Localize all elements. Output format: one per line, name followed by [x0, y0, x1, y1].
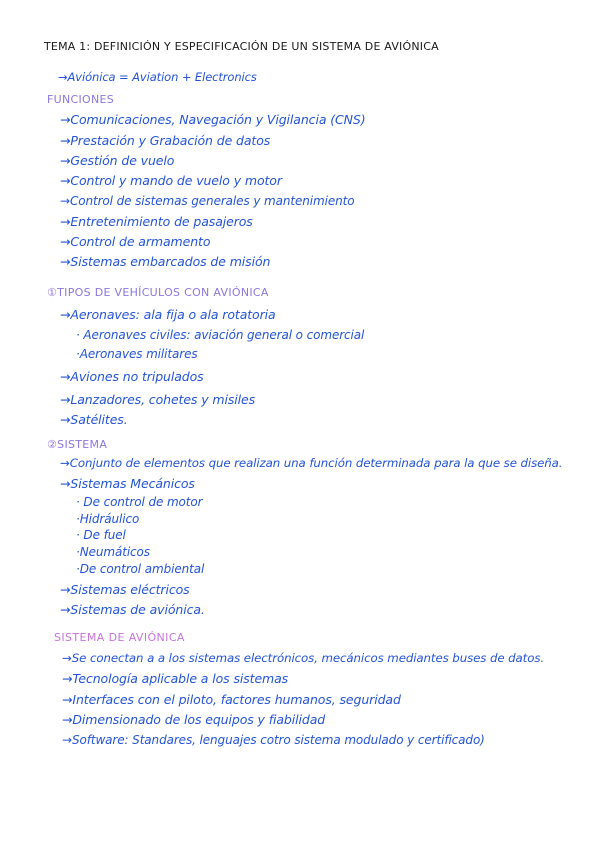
- list-item: →Entretenimiento de pasajeros: [60, 214, 253, 229]
- list-item: →Control de armamento: [60, 234, 211, 249]
- avionica-heading: SISTEMA DE AVIÓNICA: [54, 631, 185, 644]
- list-item: ·Neumáticos: [76, 545, 150, 559]
- list-item: →Control de sistemas generales y mantenimiento: [60, 194, 355, 208]
- list-item: →Interfaces con el piloto, factores humanos, seguridad: [62, 692, 401, 707]
- list-item: →Lanzadores, cohetes y misiles: [60, 392, 256, 407]
- list-item: →Dimensionado de los equipos y fiabilidad: [62, 712, 326, 727]
- list-item: →Sistemas de aviónica.: [60, 602, 205, 617]
- sistema-heading: ②SISTEMA: [47, 438, 108, 451]
- list-item: →Sistemas Mecánicos: [60, 476, 195, 491]
- list-item: →Sistemas eléctricos: [60, 582, 190, 597]
- list-item: ·De control ambiental: [76, 562, 205, 576]
- funciones-heading: FUNCIONES: [47, 93, 115, 106]
- list-item: ·Aeronaves militares: [76, 347, 198, 361]
- page-title: TEMA 1: DEFINICIÓN Y ESPECIFICACIÓN DE UN SISTEMA DE AVIÓNICA: [44, 40, 439, 53]
- list-item: →Aeronaves: ala fija o ala rotatoria: [60, 307, 276, 322]
- list-item: →Software: Standares, lenguajes cotro sistema modulado y certificado): [62, 733, 485, 747]
- list-item: →Gestión de vuelo: [60, 153, 175, 168]
- list-item: · De fuel: [76, 528, 126, 542]
- list-item: →Control y mando de vuelo y motor: [60, 173, 282, 188]
- list-item: →Prestación y Grabación de datos: [60, 133, 271, 148]
- list-item: →Tecnología aplicable a los sistemas: [62, 671, 289, 686]
- list-item: · De control de motor: [76, 495, 203, 509]
- list-item: · Aeronaves civiles: aviación general o comercial: [76, 328, 365, 342]
- intro-definition: →Aviónica = Aviation + Electronics: [58, 70, 257, 84]
- list-item: →Aviones no tripulados: [60, 369, 204, 384]
- list-item: →Conjunto de elementos que realizan una función determinada para la que se diseña.: [60, 456, 563, 470]
- list-item: →Se conectan a a los sistemas electrónicos, mecánicos mediantes buses de datos.: [62, 651, 545, 665]
- list-item: →Comunicaciones, Navegación y Vigilancia (CNS): [60, 112, 366, 127]
- list-item: →Sistemas embarcados de misión: [60, 254, 271, 269]
- list-item: ·Hidráulico: [76, 512, 140, 526]
- tipos-heading: ①TIPOS DE VEHÍCULOS CON AVIÓNICA: [47, 286, 269, 299]
- list-item: →Satélites.: [60, 412, 128, 427]
